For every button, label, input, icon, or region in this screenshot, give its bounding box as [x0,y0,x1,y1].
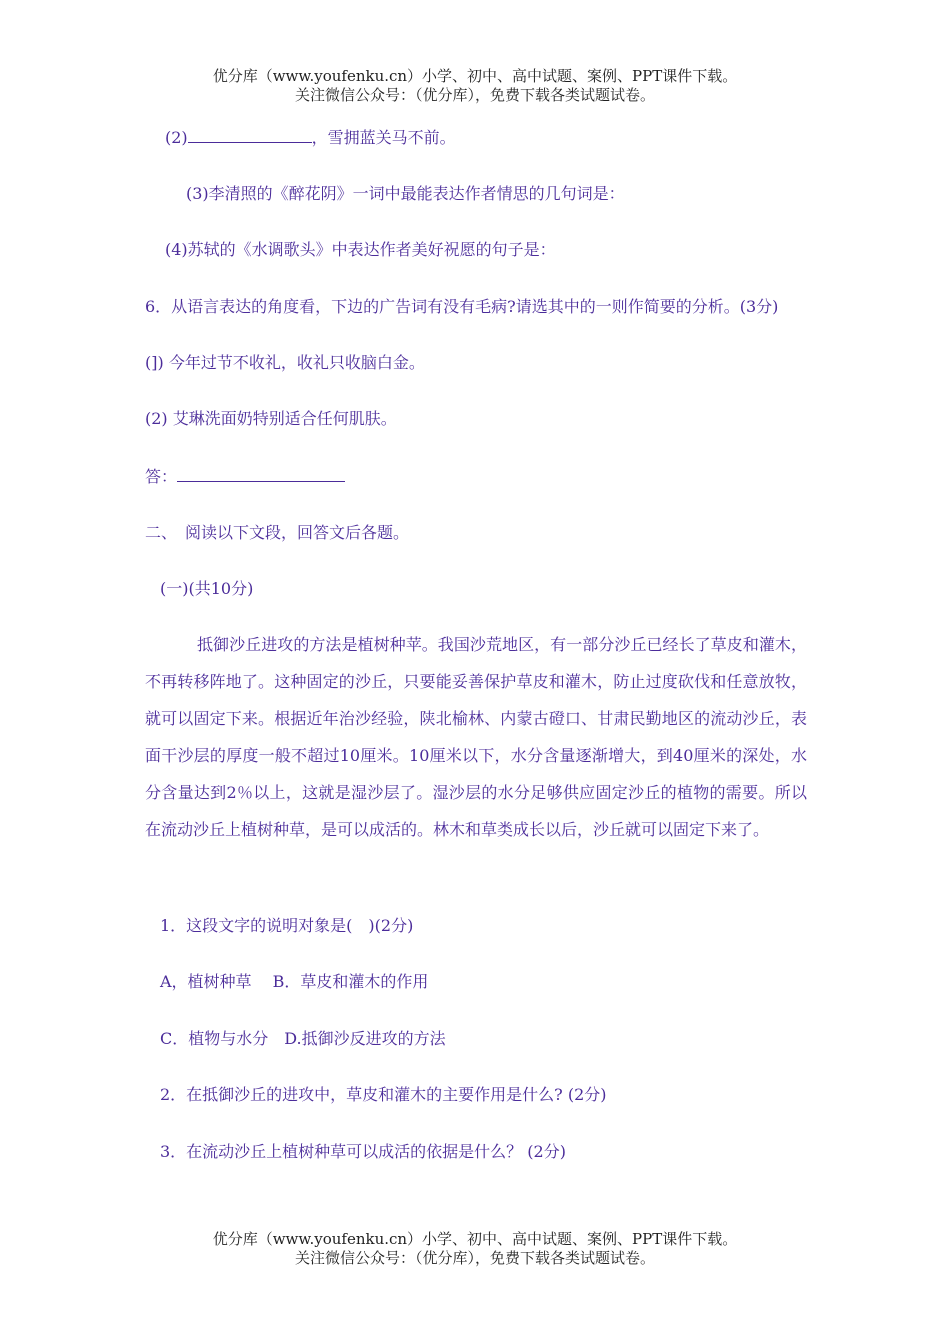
page-footer [0,1230,950,1268]
header-line-1: 优分库（www.youfenku.cn）小学、初中、高中试题、案例、PPT课件下载。 [212,67,738,85]
answer-blank[interactable] [177,465,345,482]
reading-question-1: 1．这段文字的说明对象是( )(2分) [160,916,414,935]
question-2-suffix: ，雪拥蓝关马不前。 [311,128,456,147]
reading-question-3: 3．在流动沙丘上植树种草可以成活的依据是什么？ (2分) [160,1142,566,1161]
footer-line-1: 优分库（www.youfenku.cn）小学、初中、高中试题、案例、PPT课件下载。 [212,1230,738,1248]
ad-item-1: (]) 今年过节不收礼，收礼只收脑白金。 [145,353,425,372]
options-c-d: C．植物与水分 D.抵御沙反进攻的方法 [160,1029,446,1048]
section-2-title: 二、 阅读以下文段，回答文后各题。 [145,523,410,542]
reading-question-2: 2．在抵御沙丘的进攻中，草皮和灌木的主要作用是什么? (2分) [160,1085,607,1104]
answer-label: 答： [145,467,178,486]
question-4: (4)苏轼的《水调歌头》中表达作者美好祝愿的句子是： [165,240,556,259]
header-line-2: 关注微信公众号：（优分库），免费下载各类试题试卷。 [294,86,655,104]
answer-line [145,465,345,488]
question-3: (3)李清照的《醉花阴》一词中最能表达作者情思的几句词是： [186,184,625,203]
answer-blank[interactable] [188,126,312,143]
question-2-prefix: (2) [165,128,188,147]
page-header [0,67,950,105]
question-2-line [165,126,456,149]
footer-line-2: 关注微信公众号：（优分库），免费下载各类试题试卷。 [294,1249,655,1267]
question-6: 6．从语言表达的角度看，下边的广告词有没有毛病?请选其中的一则作简要的分析。(3分) [145,297,779,316]
options-a-b: A，植树种草 B．草皮和灌木的作用 [160,972,429,991]
reading-passage: 抵御沙丘进攻的方法是植树种苹。我国沙荒地区，有一部分沙丘已经长了草皮和灌木，不再转移阵地了。这种固定的沙丘，只要能妥善保护草皮和灌木，防止过度砍伐和任意放牧，就可以固定下来。根据近年治沙经验，陕北榆林、内蒙古磴口、甘肃民勤地区的流动沙丘，表面干沙层的厚度一般不超过10厘米。10厘米以下，水分含量逐渐增大，到40厘米的深处，水分含量达到2％以上，这就是湿沙层了。湿沙层的水分足够供应固定沙丘的植物的需要。所以在流动沙丘上植树种草，是可以成活的。林木和草类成长以后，沙丘就可以固定下来了。 [145,635,807,839]
ad-item-2: (2) 艾琳洗面奶特别适合任何肌肤。 [145,409,397,428]
part-1-heading: (一)(共10分) [160,579,254,598]
